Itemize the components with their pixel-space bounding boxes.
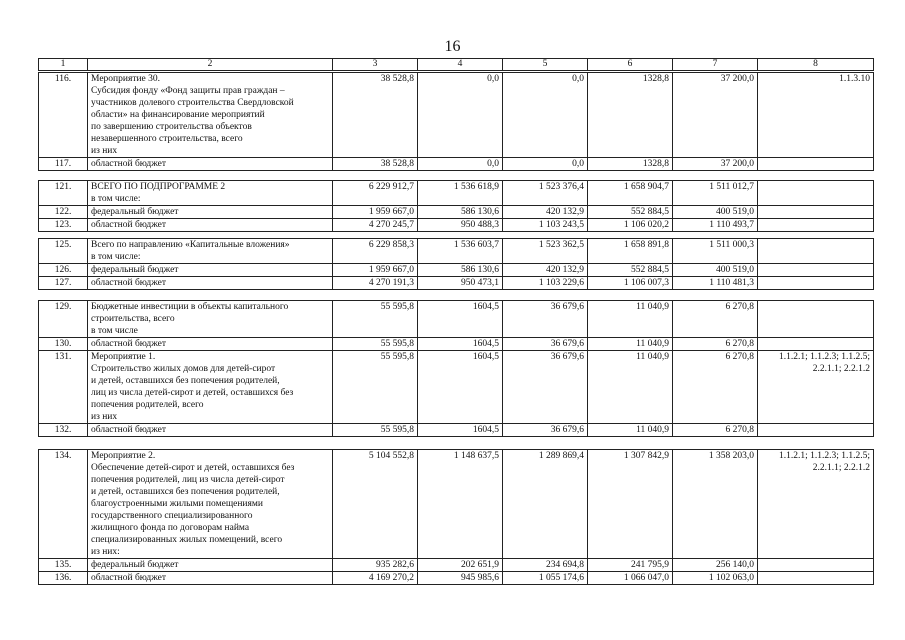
value-cell: 6 229 912,7 — [333, 181, 418, 206]
value-cell: 1604,5 — [418, 301, 503, 338]
table-row — [39, 338, 874, 351]
target-code-cell — [758, 559, 874, 572]
value-cell: 1 110 481,3 — [673, 277, 758, 290]
value-cell: 11 040,9 — [588, 301, 673, 338]
column-header: 2 — [88, 59, 333, 71]
value-cell: 1328,8 — [588, 158, 673, 171]
row-number-cell: 135. — [39, 559, 88, 572]
value-cell: 55 595,8 — [333, 424, 418, 437]
target-code-cell — [758, 181, 874, 206]
description-cell: областной бюджет — [88, 219, 333, 232]
value-cell: 1 066 047,0 — [588, 572, 673, 585]
target-code-cell — [758, 301, 874, 338]
budget-table-block — [38, 180, 874, 232]
row-number-cell: 122. — [39, 206, 88, 219]
row-number-cell: 121. — [39, 181, 88, 206]
row-number-cell: 129. — [39, 301, 88, 338]
column-header: 3 — [333, 59, 418, 71]
description-cell: областной бюджет — [88, 158, 333, 171]
target-code-cell: 1.1.3.10 — [758, 73, 874, 158]
column-header: 6 — [588, 59, 673, 71]
value-cell: 400 519,0 — [673, 206, 758, 219]
column-header-row — [38, 58, 874, 71]
value-cell: 1 307 842,9 — [588, 450, 673, 559]
target-code-cell — [758, 219, 874, 232]
value-cell: 1 106 007,3 — [588, 277, 673, 290]
budget-table-block — [38, 72, 874, 171]
value-cell: 1 103 243,5 — [503, 219, 588, 232]
row-number-cell: 117. — [39, 158, 88, 171]
value-cell: 1 055 174,6 — [503, 572, 588, 585]
value-cell: 1 358 203,0 — [673, 450, 758, 559]
table-row — [39, 277, 874, 290]
value-cell: 5 104 552,8 — [333, 450, 418, 559]
value-cell: 0,0 — [503, 158, 588, 171]
value-cell: 1 536 603,7 — [418, 239, 503, 264]
budget-table-block — [38, 449, 874, 585]
value-cell: 1 511 000,3 — [673, 239, 758, 264]
value-cell: 6 229 858,3 — [333, 239, 418, 264]
value-cell: 55 595,8 — [333, 301, 418, 338]
value-cell: 1 289 869,4 — [503, 450, 588, 559]
target-code-cell — [758, 206, 874, 219]
description-cell: Мероприятие 2. Обеспечение детей-сирот и детей, оставшихся без попечения родителей, лиц из числа детей-сирот и детей, оставшихся без попечения родителей, благоустроенными жилыми помещениями государственного специализированного жилищного фонда по договорам найма специализированных жилых помещений, всего из них: — [88, 450, 333, 559]
value-cell: 945 985,6 — [418, 572, 503, 585]
value-cell: 0,0 — [418, 73, 503, 158]
table-row — [39, 73, 874, 158]
value-cell: 234 694,8 — [503, 559, 588, 572]
column-header: 8 — [758, 59, 874, 71]
description-cell: областной бюджет — [88, 277, 333, 290]
column-header: 4 — [418, 59, 503, 71]
row-number-cell: 127. — [39, 277, 88, 290]
description-cell: ВСЕГО ПО ПОДПРОГРАММЕ 2 в том числе: — [88, 181, 333, 206]
value-cell: 1604,5 — [418, 351, 503, 424]
value-cell: 586 130,6 — [418, 206, 503, 219]
value-cell: 1 148 637,5 — [418, 450, 503, 559]
budget-table-block — [38, 238, 874, 290]
target-code-cell — [758, 572, 874, 585]
column-header: 7 — [673, 59, 758, 71]
description-cell: Мероприятие 30. Субсидия фонду «Фонд защиты прав граждан – участников долевого строительства Свердловской области» на финансирование мероприятий по завершению строительства объектов незавершенного строительства, всего из них — [88, 73, 333, 158]
value-cell: 4 169 270,2 — [333, 572, 418, 585]
value-cell: 55 595,8 — [333, 338, 418, 351]
target-code-cell: 1.1.2.1; 1.1.2.3; 1.1.2.5; 2.2.1.1; 2.2.1.2 — [758, 450, 874, 559]
value-cell: 1 959 667,0 — [333, 264, 418, 277]
description-cell: Всего по направлению «Капитальные вложения» в том числе: — [88, 239, 333, 264]
row-number-cell: 125. — [39, 239, 88, 264]
value-cell: 36 679,6 — [503, 351, 588, 424]
value-cell: 0,0 — [418, 158, 503, 171]
value-cell: 935 282,6 — [333, 559, 418, 572]
value-cell: 1328,8 — [588, 73, 673, 158]
value-cell: 1 523 376,4 — [503, 181, 588, 206]
value-cell: 38 528,8 — [333, 158, 418, 171]
value-cell: 202 651,9 — [418, 559, 503, 572]
value-cell: 4 270 245,7 — [333, 219, 418, 232]
table-row — [39, 424, 874, 437]
table-row — [39, 181, 874, 206]
column-header: 5 — [503, 59, 588, 71]
row-number-cell: 126. — [39, 264, 88, 277]
value-cell: 6 270,8 — [673, 338, 758, 351]
value-cell: 1604,5 — [418, 338, 503, 351]
value-cell: 36 679,6 — [503, 301, 588, 338]
table-row — [39, 351, 874, 424]
row-number-cell: 132. — [39, 424, 88, 437]
value-cell: 37 200,0 — [673, 73, 758, 158]
value-cell: 6 270,8 — [673, 424, 758, 437]
row-number-cell: 123. — [39, 219, 88, 232]
value-cell: 11 040,9 — [588, 424, 673, 437]
table-row — [39, 572, 874, 585]
table-row — [39, 219, 874, 232]
row-number-cell: 130. — [39, 338, 88, 351]
value-cell: 38 528,8 — [333, 73, 418, 158]
value-cell: 36 679,6 — [503, 338, 588, 351]
description-cell: областной бюджет — [88, 424, 333, 437]
budget-table-block — [38, 300, 874, 437]
value-cell: 552 884,5 — [588, 264, 673, 277]
description-cell: Бюджетные инвестиции в объекты капитального строительства, всего в том числе — [88, 301, 333, 338]
value-cell: 11 040,9 — [588, 338, 673, 351]
target-code-cell — [758, 158, 874, 171]
value-cell: 400 519,0 — [673, 264, 758, 277]
target-code-cell: 1.1.2.1; 1.1.2.3; 1.1.2.5; 2.2.1.1; 2.2.1.2 — [758, 351, 874, 424]
value-cell: 586 130,6 — [418, 264, 503, 277]
value-cell: 1 523 362,5 — [503, 239, 588, 264]
table-row — [39, 239, 874, 264]
value-cell: 256 140,0 — [673, 559, 758, 572]
row-number-cell: 116. — [39, 73, 88, 158]
value-cell: 1 102 063,0 — [673, 572, 758, 585]
row-number-cell: 134. — [39, 450, 88, 559]
description-cell: федеральный бюджет — [88, 559, 333, 572]
value-cell: 950 473,1 — [418, 277, 503, 290]
value-cell: 1 103 229,6 — [503, 277, 588, 290]
table-row — [39, 206, 874, 219]
value-cell: 1604,5 — [418, 424, 503, 437]
value-cell: 0,0 — [503, 73, 588, 158]
table-row — [39, 559, 874, 572]
value-cell: 55 595,8 — [333, 351, 418, 424]
value-cell: 552 884,5 — [588, 206, 673, 219]
target-code-cell — [758, 264, 874, 277]
target-code-cell — [758, 338, 874, 351]
value-cell: 36 679,6 — [503, 424, 588, 437]
description-cell: федеральный бюджет — [88, 206, 333, 219]
value-cell: 1 536 618,9 — [418, 181, 503, 206]
value-cell: 1 511 012,7 — [673, 181, 758, 206]
target-code-cell — [758, 424, 874, 437]
page-number: 16 — [444, 38, 461, 55]
value-cell: 1 110 493,7 — [673, 219, 758, 232]
column-header: 1 — [39, 59, 88, 71]
table-row — [39, 158, 874, 171]
value-cell: 420 132,9 — [503, 264, 588, 277]
description-cell: Мероприятие 1. Строительство жилых домов для детей-сирот и детей, оставшихся без попечения родителей, лиц из числа детей-сирот и детей, оставшихся без попечения родителей, всего из них — [88, 351, 333, 424]
value-cell: 4 270 191,3 — [333, 277, 418, 290]
row-number-cell: 136. — [39, 572, 88, 585]
value-cell: 420 132,9 — [503, 206, 588, 219]
table-row — [39, 301, 874, 338]
value-cell: 6 270,8 — [673, 301, 758, 338]
value-cell: 37 200,0 — [673, 158, 758, 171]
value-cell: 1 658 891,8 — [588, 239, 673, 264]
value-cell: 950 488,3 — [418, 219, 503, 232]
table-row — [39, 450, 874, 559]
table-row — [39, 264, 874, 277]
target-code-cell — [758, 277, 874, 290]
value-cell: 241 795,9 — [588, 559, 673, 572]
description-cell: федеральный бюджет — [88, 264, 333, 277]
description-cell: областной бюджет — [88, 572, 333, 585]
value-cell: 6 270,8 — [673, 351, 758, 424]
row-number-cell: 131. — [39, 351, 88, 424]
value-cell: 1 106 020,2 — [588, 219, 673, 232]
target-code-cell — [758, 239, 874, 264]
value-cell: 1 959 667,0 — [333, 206, 418, 219]
description-cell: областной бюджет — [88, 338, 333, 351]
value-cell: 1 658 904,7 — [588, 181, 673, 206]
value-cell: 11 040,9 — [588, 351, 673, 424]
